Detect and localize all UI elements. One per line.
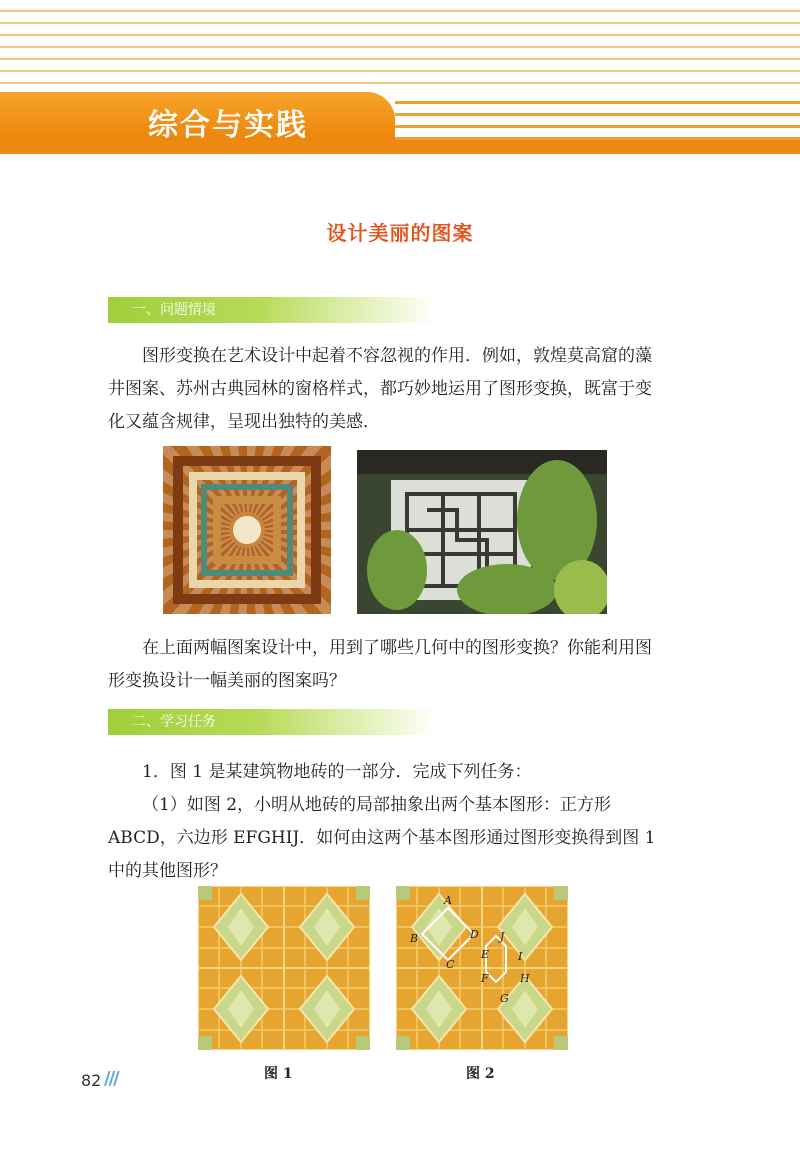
section-tag-problem: 一、问题情境 bbox=[108, 297, 438, 323]
figure-1-tile-pattern bbox=[198, 886, 370, 1050]
question-paragraph: 在上面两幅图案设计中，用到了哪些几何中的图形变换？你能利用图形变换设计一幅美丽的图案吗？ bbox=[108, 638, 652, 691]
label-H: H bbox=[520, 972, 530, 985]
label-F: F bbox=[481, 972, 489, 985]
figure-2-tile-pattern bbox=[396, 886, 568, 1050]
label-I: I bbox=[518, 950, 523, 963]
label-B: B bbox=[410, 932, 419, 945]
label-J: J bbox=[500, 930, 505, 943]
label-C: C bbox=[446, 958, 455, 971]
header-decor-lines bbox=[0, 0, 800, 92]
page-number-decor: /// bbox=[104, 1068, 118, 1089]
dunhuang-caisson-photo bbox=[163, 446, 331, 614]
task-intro: 1．图 1 是某建筑物地砖的一部分．完成下列任务： bbox=[142, 762, 532, 782]
page-number: 82 bbox=[81, 1071, 102, 1090]
label-A: A bbox=[444, 894, 452, 907]
label-G: G bbox=[500, 992, 509, 1005]
label-E: E bbox=[481, 948, 490, 961]
section-tag-task: 二、学习任务 bbox=[108, 709, 438, 735]
label-D: D bbox=[470, 928, 479, 941]
suzhou-window-photo bbox=[357, 450, 607, 614]
task-sub1: （1）如图 2，小明从地砖的局部抽象出两个基本图形：正方形 ABCD，六边形 EFGHIJ．如何由这两个基本图形通过图形变换得到图 1 中的其他图形？ bbox=[108, 795, 656, 881]
header-band bbox=[0, 92, 800, 154]
figure-1-caption: 图 1 bbox=[264, 1066, 293, 1082]
intro-paragraph: 图形变换在艺术设计中起着不容忽视的作用．例如，敦煌莫高窟的藻井图案、苏州古典园林的窗格样式，都巧妙地运用了图形变换，既富于变化又蕴含规律，呈现出独特的美感． bbox=[108, 346, 652, 432]
page-title: 设计美丽的图案 bbox=[326, 221, 474, 245]
header-bottom-bar bbox=[0, 140, 800, 154]
chapter-title: 综合与实践 bbox=[148, 108, 308, 143]
figure-2-caption: 图 2 bbox=[466, 1066, 495, 1082]
